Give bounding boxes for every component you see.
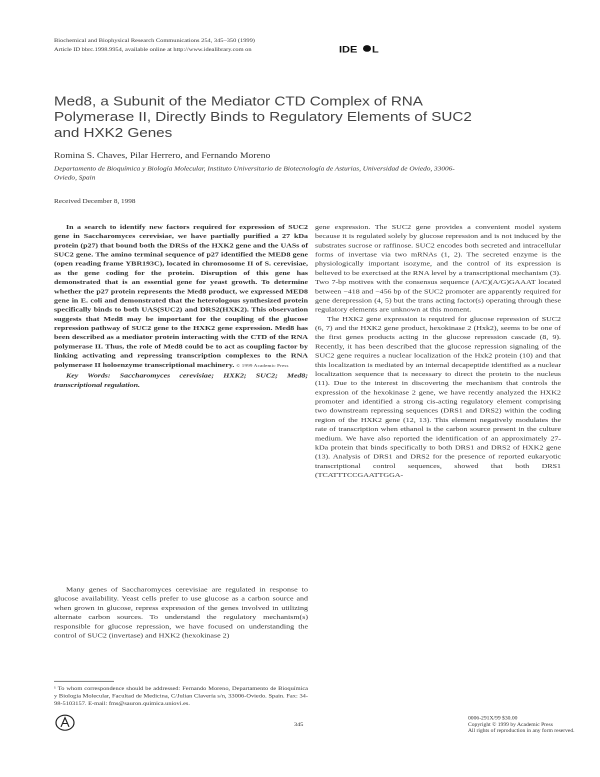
right-paragraph-2: The HXK2 gene expression is required for glucose repression of SUC2 (6, 7) and the HXK2 gene product, hexokinase 2 (Hxk2), seems to be one of the first genes products acting in the glucose repression cascade (8, 9). Recently, it has been described that the glucose repression signaling of the SUC2 gene requires a nuclear localization of the Hxk2 protein (10) and that this localization is mediated by an internal decapeptide identified as a nuclear localization sequence that is necessary to direct the protein to the nucleus (11). Due to the interest in discovering the mechanism that controls the expression of the hexokinase 2 gene, we have recently analyzed the HXK2 promoter and identified a strong cis-acting regulatory element comprising two downstream repressing sequences (DRS1 and DRS2) within the coding region of the HXK2 gene (12, 13). This element negatively modulates the rate of transcription when ethanol is the carbon source present in the culture medium. We have also reported the identification of an approximately 27-kDa protein that binds specifically to both DRS1 and DRS2 of HXK2 gene (13). Analysis of DRS1 and DRS2 for the presence of reported eukaryotic transcriptional control sequences, showed that both DRS1 (TCATTTCCGAATTGGA- [315, 314, 561, 479]
svg-text:IDE: IDE [339, 45, 358, 56]
abstract-copyright: © 1999 Academic Press [236, 364, 289, 369]
publisher-info [468, 716, 575, 735]
journal-line: Biochemical and Biophysical Research Communications 254, 345–350 (1999) [54, 37, 255, 44]
journal-header [54, 37, 255, 55]
footnote: ¹ To whom correspondence should be addressed: Fernando Moreno, Departamento de Bioquímica y Biología Molecular, Facultad de Medicina, C/Julian Clavería s/n, 33006-Oviedo. Spain. Fax: 34-98-5103157. E-mail: fms@sauron.quimica.uniovi.es. [54, 685, 308, 707]
ideal-logo-icon [339, 43, 383, 56]
author-list: Romina S. Chaves, Pilar Herrero, and Fernando Moreno [54, 151, 271, 161]
abstract [54, 222, 308, 389]
intro-paragraph: Many genes of Saccharomyces cerevisiae are regulated in response to glucose availability. Yeast cells prefer to use glucose as a carbon source and when grown in glucose, repress expression of the genes involved in utilizing alternate carbon sources. To understand the regulatory mechanism(s) responsible for glucose repression, we have focused on understanding the control of SUC2 (invertase) and HXK2 (hexokinase 2) [54, 585, 308, 640]
intro-column [54, 585, 308, 640]
page-number: 345 [294, 721, 304, 728]
copyright-line: Copyright © 1999 by Academic Press [468, 722, 553, 728]
svg-text:L: L [372, 45, 379, 56]
issn: 0006-291X/99 $30.00 [468, 716, 518, 722]
publisher-logo-icon [55, 714, 75, 731]
received-date: Received December 8, 1998 [54, 198, 136, 205]
article-title: Med8, a Subunit of the Mediator CTD Complex of RNA Polymerase II, Directly Binds to Regulatory Elements of SUC2 and HXK2 Genes [54, 94, 472, 141]
keywords: Key Words: Saccharomyces cerevisiae; HXK2; SUC2; Med8; transcriptional regulation. [54, 371, 308, 389]
right-column [315, 222, 561, 479]
abstract-text: In a search to identify new factors required for expression of SUC2 gene in Saccharomyces cerevisiae, we have partially purified a 27 kDa protein (p27) that bound both the DRSs of the HXK2 gene and the UASs of SUC2 gene. The amino terminal sequence of p27 identified the MED8 gene (open reading frame YBR193C), located in chromosome II of S. cerevisiae, as the gene coding for the protein. Disruption of this gene has demonstrated that is an essential gene for yeast growth. To determine whether the p27 protein represents the Med8 product, we expressed MED8 gene in E. coli and demonstrated that the heterologous synthesized protein specifically binds to both UAS(SUC2) and DRS2(HXK2). This observation suggests that Med8 may be important for the coupling of the glucose repression pathway of SUC2 gene to the HXK2 gene expression. Med8 has been described as a mediator protein interacting with the CTD of the RNA polymerase II. Thus, the role of Med8 could be to act as coupling factor by linking activating and repressing transcription complexes to the RNA polymerase II holoenzyme transcriptional machinery. [54, 223, 308, 369]
right-paragraph-1: gene expression. The SUC2 gene provides a convenient model system because it is regulated solely by glucose repression and is not induced by the substrates sucrose or raffinose. SUC2 encodes both secreted and intracellular forms of invertase via two mRNAs (1, 2). The secreted enzyme is the physiologically important isozyme, and the control of its expression is believed to be exercised at the RNA level by a transcriptional mechanism (3). Two 7-bp motives with the consensus sequence (A/C)(A/G)GAAAT located between −418 and −456 bp of the SUC2 promoter are apparently required for gene derepression (4, 5) but the trans acting factor(s) operating through these regulatory elements are unknown at this moment. [315, 223, 561, 314]
rights-line: All rights of reproduction in any form reserved. [468, 728, 575, 734]
affiliation: Departamento de Bioquímica y Biología Molecular, Instituto Universitario de Biotecnología de Asturias, Universidad de Oviedo, 33006-Oviedo, Spain [54, 164, 455, 182]
article-line: Article ID bbrc.1998.9954, available online at http://www.idealibrary.com on [54, 46, 252, 53]
